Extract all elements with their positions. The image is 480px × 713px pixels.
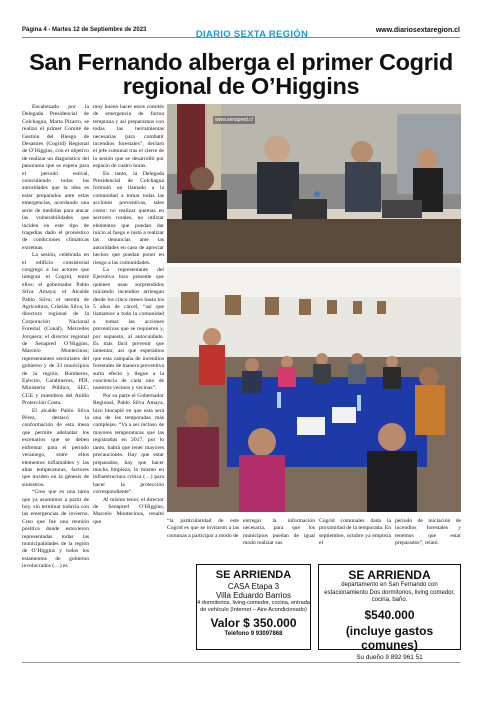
ad-price: Valor $ 350.000 [210,616,297,630]
ad-price-note: (incluye gastos comunes) [345,623,434,652]
ad-line: CASA Etapa 3 [227,582,280,591]
website-url[interactable]: www.diariosextaregion.cl [375,27,460,34]
paragraph: entregar la información necesaria, para que los municipios puedan de igual modo realizar sus [243,518,315,547]
header-rule [22,37,460,38]
article-title: San Fernando alberga el primer Cogrid regional de O’Higgins [29,49,453,99]
ad-phone: Teléfono 9 93097868 [224,631,283,637]
paragraph: Al mismo tenor, el director de Senapred O’Higgins, Marcelo Montecinos, resaltó que [93,496,164,525]
article-column-1 [22,104,89,704]
ad-details: departamento en San Fernando con estacionamiento Dos dormitorios, living comedor, cocina, baño. [324,582,455,604]
paragraph: La representante del Ejecutivo hizo presente que quienes usan sorprendidos iniciando incendios arriesgan desde los cinco meses hasta los 5 años de cárcel, “así que llamamos a toda la comunidad a tomar las acciones preventivas que se requieren y, por supuesto, al autocuidado. Es más fácil prevenir que lamentar, así que esperamos que esta campaña de incendios forestales de manera preventiva surta efecto y llegue a la conciencia de cada uno de nuestros vecinos y vecinas”. [93,266,164,392]
footer-rule [22,662,460,663]
meeting-photo-1-image [167,104,461,263]
ad-price: $540.000 [364,607,415,622]
paragraph: muy bueno hacer estos comités de emergencia de forma temprana y así prepararnos con todas las herramientas necesarias para combatir incendios forestales”, declaró el jefe comunal tras el cierre de la sesión que se desarrolló por espacio de cuatro horas. [93,104,164,170]
paragraph: Encabezado por la Delegada Presidencial de Colchagua, Marta Pizarro, se realizó el primer Comité de Gestión del Riesgo de Desastres (Cogrid) Regional de O’Higgins, con el objetivo de realizar un diagnóstico del panorama que se espera para el periodo estival, coincidiendo todas las autoridades que la idea es estar preparados ante estas emergencias, acordando una serie de medidas para atacar las vulnerabilidades que inciden en este tipo de tragedias dado el pronóstico de condiciones climáticas extremas. [22,104,89,251]
paragraph: “Creo que es una tarea que ya asumimos a partir de hoy, sin terminar todavía con las emergencias de invierno. Creo que fue una reunión positiva donde estuvieron representadas todas las municipalidades de la región de O’Higgins y todos los estamentos de gobierno involucrados (…) es [22,489,89,570]
ad-heading: SE ARRIENDA [348,568,431,582]
paragraph: El alcalde Pablo Silva Pérez, destacó la conformación de esta mesa que permite adelantar los escenarios que se deben enfrentar para el período veraniego, entre ellos elementos inflamables y las altas temperaturas, factores que inciden en la génesis de siniestros. [22,407,89,488]
ad-phone: Su dueño 9 892 961 51 [356,653,423,661]
ad-details: 4 dormitorios, living-comedor, cocina, entrada de vehículo (Internet – Aire Acondicionado) [197,600,310,613]
paragraph: periodo de iniciación de incendios forestales y tenemos que estar preparados”, relató. [395,518,461,547]
newspaper-brand: DIARIO SEXTA REGIÓN [195,29,309,40]
paragraph: Por su parte el Gobernador Regional, Pablo Silva Amaya, hizo hincapié en que esta será una de las temporadas más complejas. “Va a ser incluso de mayores temperaturas que las registradas en 2017, por lo tanto, habrá que tener mayores precauciones. Hay que estar preparados, hay que hacer mucha limpieza; lo mismo en infraestructura crítica (…) para hacer la protección correspondiente”. [93,392,164,496]
classified-ad-apartment [318,564,461,661]
meeting-photo-2 [167,267,461,512]
photo-watermark: www.senapred.cl [215,117,253,123]
page-label: Página 4 - Martes 12 de Septiembre de 2023 [22,27,147,33]
classified-ad-house [196,564,311,650]
ad-line: Villa Eduardo Barrios [215,591,291,600]
page-header [22,27,460,41]
paragraph: En tanto, la Delegada Presidencial de Colchagua formuló un llamado a la comunidad a tomar todas las acciones preventivas, tales como: no realizar quemas en sectores rurales, no utilizar elementos que puedan dar inicio al fuego e instó a realizar las denuncias ante las autoridades en caso de apreciar hechos que puedan poner en riesgo a las comunidades. [93,170,164,266]
paragraph: Cogrid comunales dada la proximidad de la temporada. En septiembre, octubre ya empieza el [319,518,391,547]
article-column-2 [93,104,164,644]
paragraph: “la particularidad de este Cogrid es que se invitaron a las comunas a participar a modo de [167,518,239,539]
ad-heading: SE ARRIENDA [215,569,292,581]
paragraph: La sesión, celebrada en el edificio consistorial congregó a los actores que integran el Cogrid, entre ellos: el gobernador Pablo Silva Amaya; el Alcalde Pablo Silva; el seremi de Agricultura, Cristián Silva, la directora regional de la Corporación Nacional Forestal (Conaf), Mercedes Jorquera; el director regional de Senapred O’Higgins, Marcelo Montecinos; representantes sectoriales del gobierno y de 33 municipios de la región; Bomberos, Ejército, Carabineros, PDI, Ministerio Público, SEC, CGE y miembros del Anillo Protección Costa. [22,252,89,407]
meeting-photo-2-image [167,267,461,512]
meeting-photo-1 [167,104,461,263]
